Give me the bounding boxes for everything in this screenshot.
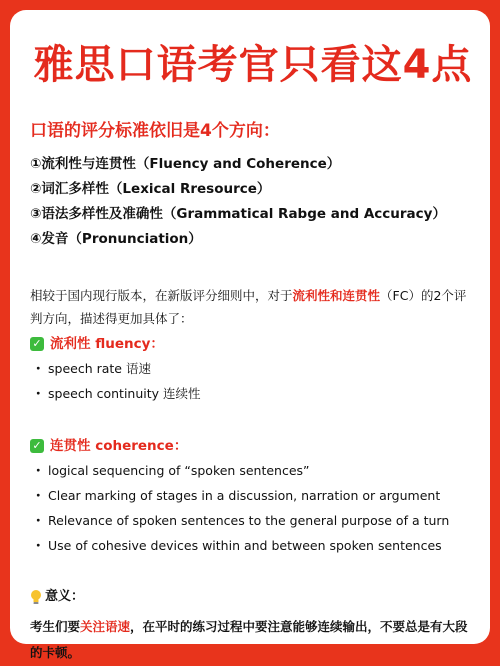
coherence-list [30, 458, 476, 558]
meaning-paragraph [30, 614, 476, 666]
list-item [30, 483, 476, 508]
criteria-item-grammar: ③语法多样性及准确性（Grammatical Rabge and Accuracy） [30, 206, 446, 222]
meaning-heading [30, 586, 476, 608]
fluency-heading-text: 流利性 fluency： [50, 336, 164, 352]
intro-paragraph [30, 284, 476, 330]
list-item-text: Relevance of spoken sentences to the general purpose of a turn [48, 513, 450, 528]
criteria-list [30, 152, 476, 252]
intro-highlight: 流利性和连贯性 [292, 288, 381, 303]
bullet-dot: ・ [32, 361, 45, 376]
list-item [30, 458, 476, 483]
list-item-text: Use of cohesive devices within and between spoken sentences [48, 538, 442, 553]
bullet-dot: ・ [32, 463, 45, 478]
bullet-dot: ・ [32, 538, 45, 553]
bullet-dot: ・ [32, 513, 45, 528]
meaning-text-before: 考生们要 [30, 619, 81, 634]
list-item-text: speech continuity 连续性 [48, 386, 201, 401]
check-box-icon: ✓ [30, 337, 44, 351]
meaning-text-after: ，在平时的练习过程中要注意能够连续输出，不要总是有大段的卡顿。 [30, 619, 468, 660]
meaning-heading-text: 意义： [45, 589, 85, 604]
lightbulb-icon [30, 589, 42, 605]
coherence-section [30, 434, 476, 558]
list-item [30, 533, 476, 558]
coherence-heading-text: 连贯性 coherence： [50, 438, 188, 454]
list-item-text: speech rate 语速 [48, 361, 151, 376]
criteria-item-lexical: ②词汇多样性（Lexical Rresource） [30, 181, 271, 197]
fluency-list [30, 356, 476, 406]
content-card [10, 10, 490, 660]
criteria-item-fluency: ①流利性与连贯性（Fluency and Coherence） [30, 156, 341, 172]
criteria-item-pronunciation: ④发音（Pronunciation） [30, 231, 202, 247]
check-box-icon: ✓ [30, 439, 44, 453]
intro-text-before: 相较于国内现行版本，在新版评分细则中，对于 [30, 288, 293, 303]
list-item-text: Clear marking of stages in a discussion, narration or argument [48, 488, 441, 503]
fluency-heading [30, 332, 476, 356]
fluency-section [30, 332, 476, 406]
list-item [30, 381, 476, 406]
page-title: 雅思口语考官只看这4点 [33, 42, 473, 88]
list-item-text: logical sequencing of “spoken sentences” [48, 463, 310, 478]
list-item [30, 508, 476, 533]
bullet-dot: ・ [32, 488, 45, 503]
intro-text-after: （FC）的2个评判方向，描述得更加具体了： [30, 288, 467, 326]
coherence-heading [30, 434, 476, 458]
bullet-dot: ・ [32, 386, 45, 401]
criteria-subtitle: 口语的评分标准依旧是4个方向： [30, 121, 280, 141]
meaning-highlight: 关注语速 [80, 619, 131, 634]
list-item [30, 356, 476, 381]
